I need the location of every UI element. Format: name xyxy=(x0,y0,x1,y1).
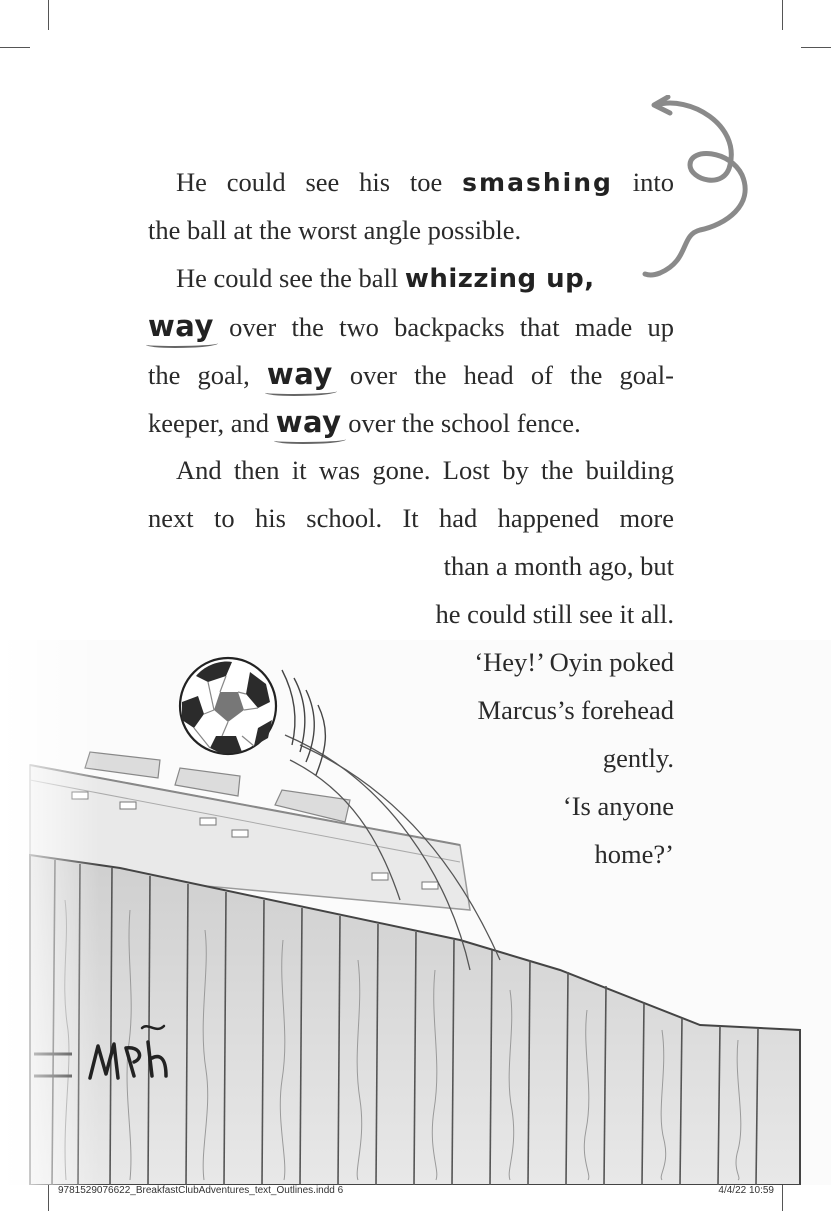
text-line xyxy=(148,398,674,446)
crop-mark xyxy=(48,1181,49,1211)
text-line xyxy=(148,590,674,638)
text-run: He could see the ball xyxy=(176,263,405,293)
text-run: Marcus’s forehead xyxy=(477,695,674,725)
sound-effect-word: whizzing up, xyxy=(404,264,595,294)
crop-mark xyxy=(48,0,49,30)
sound-effect-word: smashing xyxy=(462,168,613,197)
crop-mark xyxy=(782,0,783,30)
sound-effect-word: way xyxy=(276,398,342,446)
crop-mark xyxy=(0,47,30,48)
slug-date: 4/4/22 10:59 xyxy=(718,1185,774,1196)
text-run: And then it was gone. Lost by the building xyxy=(176,455,674,485)
text-line xyxy=(148,734,674,782)
crop-mark xyxy=(782,1181,783,1211)
text-line xyxy=(148,542,674,590)
text-line xyxy=(148,782,674,830)
text-run: home?’ xyxy=(594,839,674,869)
text-run: over the head of the goal- xyxy=(332,360,674,390)
text-run: over the school fence. xyxy=(341,408,581,438)
text-run: keeper, and xyxy=(148,408,276,438)
text-run: gently. xyxy=(602,743,674,773)
text-line xyxy=(148,254,674,302)
text-run: He could see his toe xyxy=(176,167,463,197)
text-run: over the two backpacks that made up xyxy=(213,312,674,342)
crop-mark xyxy=(801,47,831,48)
sound-effect-word: way xyxy=(148,302,214,350)
text-line xyxy=(148,638,674,686)
text-run: the goal, xyxy=(148,360,267,390)
sound-effect-word: way xyxy=(267,350,333,398)
text-line xyxy=(148,830,674,878)
text-line xyxy=(148,302,674,350)
slug-filename: 9781529076622_BreakfastClubAdventures_text_Outlines.indd 6 xyxy=(58,1185,344,1196)
text-run: next to his school. It had happened more xyxy=(148,503,674,533)
text-run: ‘Hey!’ Oyin poked xyxy=(474,647,674,677)
text-line xyxy=(148,350,674,398)
text-run: ‘Is anyone xyxy=(562,791,674,821)
text-line xyxy=(148,494,674,542)
text-line xyxy=(148,206,674,254)
text-run: than a month ago, but xyxy=(443,551,674,581)
text-line xyxy=(148,446,674,494)
text-run: the ball at the worst angle possible. xyxy=(148,215,522,245)
text-run: he could still see it all. xyxy=(435,599,674,629)
text-line xyxy=(148,686,674,734)
text-line xyxy=(148,158,674,206)
text-run: into xyxy=(612,167,674,197)
